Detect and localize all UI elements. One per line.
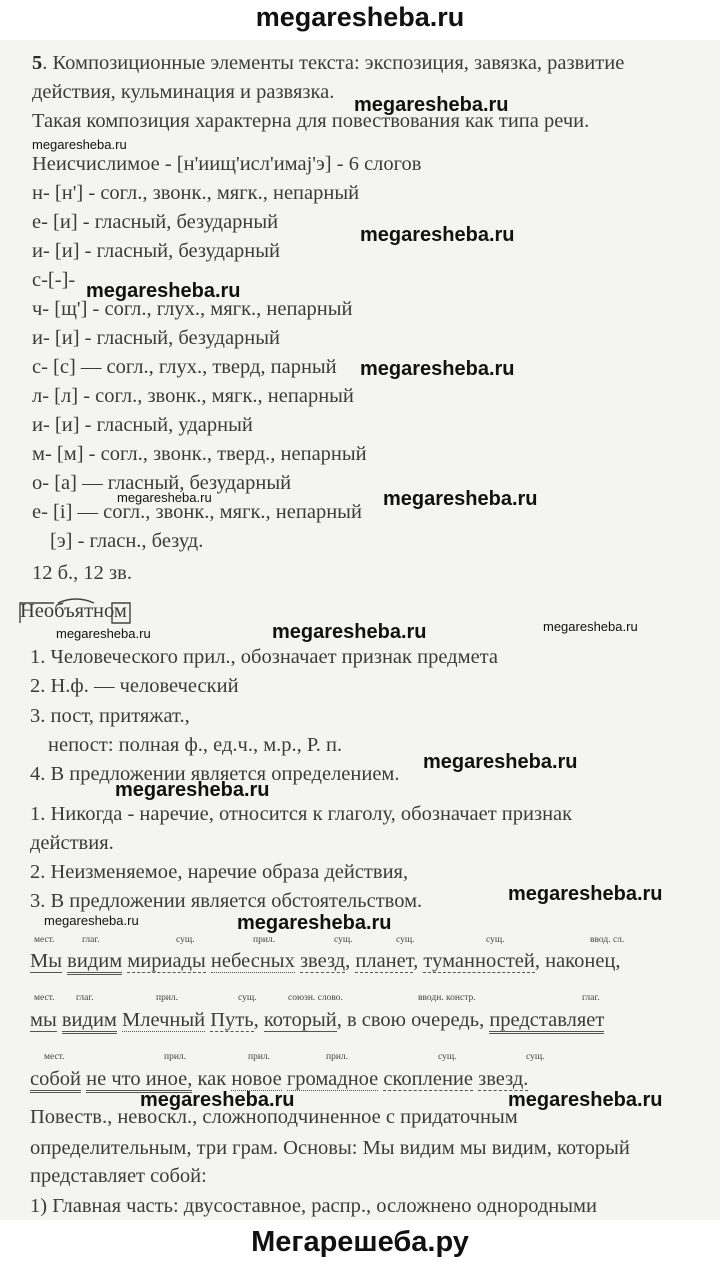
word-attribute: небесных: [210, 950, 295, 972]
word-object: туманностей: [423, 950, 535, 972]
watermark: megaresheba.ru: [360, 224, 515, 246]
pos-tag: сущ.: [396, 935, 415, 945]
phonetic-line: с-[-]-: [32, 269, 76, 291]
pos-tag: глаг.: [82, 935, 100, 945]
task-line-2: действия, кульминация и развязка.: [32, 81, 335, 103]
pos-tag: прил.: [164, 1052, 187, 1062]
morph-item: 3. пост, притяжат.,: [30, 705, 190, 727]
task-line-3: Такая композиция характерна для повествования как типа речи.: [32, 110, 590, 132]
footer-watermark: Мегарешеба.ру: [251, 1226, 469, 1258]
morph-item: 2. Н.ф. — человеческий: [30, 675, 239, 697]
word-conj: как: [197, 1068, 227, 1090]
watermark: megaresheba.ru: [508, 883, 663, 905]
morph-item: 2. Неизменяемое, наречие образа действия,: [30, 861, 409, 883]
watermark-small: megaresheba.ru: [56, 626, 151, 641]
analysis-line: Повеств., невоскл., сложноподчиненное с придаточным: [30, 1106, 518, 1128]
watermark-small: megaresheba.ru: [543, 619, 638, 634]
phonetic-line: ч- [щ'] - согл., глух., мягк., непарный: [32, 298, 353, 320]
phonetic-line: с- [с] — согл., глух., тверд, парный: [32, 356, 337, 378]
pos-tag: прил.: [326, 1052, 349, 1062]
watermark-small: megaresheba.ru: [32, 137, 127, 152]
word-predicate: не что иное,: [86, 1068, 192, 1093]
phonetic-line: и- [и] - гласный, ударный: [32, 414, 253, 436]
watermark: megaresheba.ru: [237, 912, 392, 934]
pos-tag: прил.: [253, 935, 276, 945]
word-object: мириады: [127, 950, 206, 972]
phonetic-head: Неисчислимое - [н'иищ'исл'имај'э] - 6 слогов: [32, 153, 422, 175]
task-line-1: [32, 52, 624, 75]
sentence-row-1: Мы видим мириады небесных звезд, планет, туманностей, наконец,: [30, 950, 621, 973]
word-attribute: Млечный: [122, 1009, 206, 1031]
pos-tag: ввод. сл.: [590, 935, 625, 945]
phonetic-line: н- [н'] - согл., звонк., мягк., непарный: [32, 182, 360, 204]
watermark: megaresheba.ru: [272, 621, 427, 643]
watermark: megaresheba.ru: [354, 94, 509, 116]
pos-tag: сущ.: [238, 993, 257, 1003]
morpheme-marks-icon: [18, 597, 133, 627]
morph-item: 1. Человеческого прил., обозначает признак предмета: [30, 646, 498, 668]
morph-word: Необъятном: [20, 600, 127, 622]
pos-tag: сущ.: [486, 935, 505, 945]
task-text-1: . Композиционные элементы текста: экспозиция, завязка, развитие: [42, 52, 625, 74]
watermark: megaresheba.ru: [508, 1089, 663, 1111]
pos-tag: сущ.: [176, 935, 195, 945]
analysis-line: определительным, три грам. Основы: Мы видим мы видим, который: [30, 1137, 630, 1159]
watermark-small: megaresheba.ru: [44, 913, 139, 928]
word-attribute: новое: [231, 1068, 282, 1090]
morph-item: непост: полная ф., ед.ч., м.р., Р. п.: [48, 734, 343, 756]
watermark: megaresheba.ru: [86, 280, 241, 302]
phonetic-line: е- [и] - гласный, безударный: [32, 211, 279, 233]
pos-tag: сущ.: [438, 1052, 457, 1062]
word-object: планет: [355, 950, 414, 972]
morph-item: 1. Никогда - наречие, относится к глаголу, обозначает признак: [30, 803, 573, 825]
word-attribute: громадное: [286, 1068, 379, 1090]
phonetic-line: л- [л] - согл., звонк., мягк., непарный: [32, 385, 354, 407]
phonetic-line: м- [м] - согл., звонк., тверд., непарный: [32, 443, 367, 465]
pos-tag: мест.: [34, 993, 55, 1003]
pos-tag: прил.: [248, 1052, 271, 1062]
watermark: megaresheba.ru: [383, 488, 538, 510]
morph-item: 4. В предложении является определением.: [30, 763, 400, 785]
word-subject: Мы: [30, 950, 63, 972]
watermark: megaresheba.ru: [140, 1089, 295, 1111]
word-predicate: собой: [30, 1068, 81, 1093]
analysis-line: представляет собой:: [30, 1165, 207, 1187]
morph-item: действия.: [30, 832, 114, 854]
word-predicate: видим: [67, 950, 122, 975]
word-intro: наконец,: [545, 950, 621, 972]
word-object: скопление: [383, 1068, 473, 1090]
phonetic-line: и- [и] - гласный, безударный: [32, 240, 281, 262]
phonetic-line: е- [i] — согл., звонк., мягк., непарный: [32, 501, 362, 523]
pos-tag: глаг.: [582, 993, 600, 1003]
pos-tag: глаг.: [76, 993, 94, 1003]
word-predicate: представляет: [489, 1009, 604, 1034]
word-predicate: видим: [62, 1009, 117, 1034]
word-subject: мы: [30, 1009, 57, 1031]
word-object: звезд: [299, 950, 346, 972]
watermark: megaresheba.ru: [423, 751, 578, 773]
phonetic-total: 12 б., 12 зв.: [32, 562, 132, 584]
pos-tag: прил.: [156, 993, 179, 1003]
sentence-row-2: мы видим Млечный Путь, который, в свою очередь, представляет: [30, 1009, 604, 1032]
word-object: Путь: [210, 1009, 254, 1031]
pos-tag: мест.: [34, 935, 55, 945]
word-object: звезд.: [478, 1068, 529, 1090]
pos-tag: союзн. слово.: [288, 993, 343, 1003]
word-subject: который: [263, 1009, 337, 1031]
watermark: megaresheba.ru: [115, 779, 270, 801]
morph-item: 3. В предложении является обстоятельством.: [30, 890, 423, 912]
phonetic-line: о- [а] — гласный, безударный: [32, 472, 292, 494]
sentence-row-3: [30, 1068, 528, 1091]
pos-tag: сущ.: [334, 935, 353, 945]
word-intro: в свою очередь,: [346, 1009, 485, 1031]
phonetic-line: и- [и] - гласный, безударный: [32, 327, 281, 349]
pos-tag: вводн. констр.: [418, 993, 476, 1003]
header-watermark: megaresheba.ru: [255, 2, 465, 32]
watermark: megaresheba.ru: [360, 358, 515, 380]
analysis-line: 1) Главная часть: двусоставное, распр., осложнено однородными: [30, 1195, 597, 1217]
pos-tag: сущ.: [526, 1052, 545, 1062]
task-number: 5: [32, 52, 43, 74]
pos-tag: мест.: [44, 1052, 65, 1062]
watermark-small: megaresheba.ru: [117, 490, 212, 505]
phonetic-line: [э] - гласн., безуд.: [50, 530, 204, 552]
